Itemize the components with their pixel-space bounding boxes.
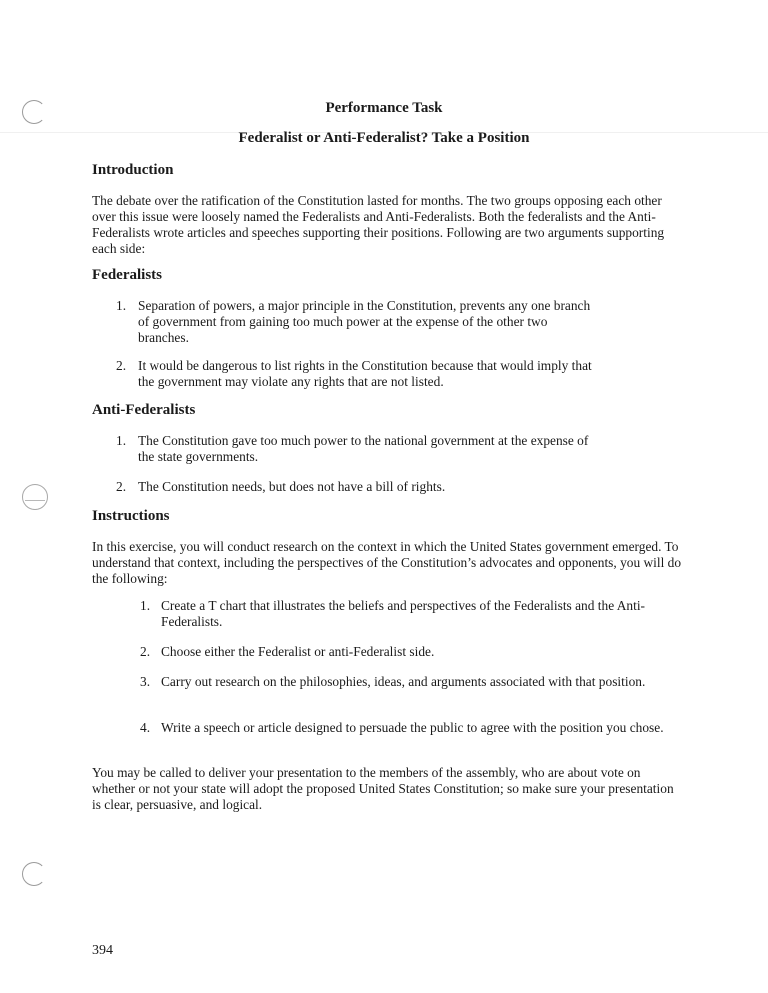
list-number: 1. — [116, 298, 127, 313]
list-text: Write a speech or article designed to persuade the public to agree with the position you chose. — [161, 720, 664, 735]
list-number: 2. — [116, 479, 127, 494]
anti-federalists-list-item — [116, 479, 596, 495]
list-text: Choose either the Federalist or anti-Federalist side. — [161, 644, 435, 659]
page-title: Performance Task — [325, 100, 443, 116]
list-number: 3. — [140, 674, 151, 689]
federalists-list-item — [116, 358, 596, 390]
binder-hole-icon — [22, 862, 46, 886]
binder-hole-icon — [22, 484, 48, 510]
list-text: Separation of powers, a major principle in the Constitution, prevents any one branch of government from gaining too much power at the expense of the other two branches. — [138, 298, 591, 345]
instructions-paragraph: In this exercise, you will conduct research on the context in which the United States government emerged. To understand that context, including the perspectives of the Constitution’s advocates and opponents, you will do the following: — [92, 539, 682, 586]
introduction-heading: Introduction — [92, 162, 174, 178]
list-number: 1. — [116, 433, 127, 448]
list-text: It would be dangerous to list rights in the Constitution because that would imply that the government may violate any rights that are not listed. — [138, 358, 592, 389]
anti-federalists-list-item — [116, 433, 596, 465]
instructions-heading: Instructions — [92, 508, 170, 524]
list-number: 2. — [140, 644, 151, 659]
instructions-step — [140, 598, 680, 630]
introduction-paragraph: The debate over the ratification of the Constitution lasted for months. The two groups opposing each other over this issue were loosely named the Federalists and Anti-Federalists. Both the federalists and the Anti-Federalists wrote articles and speeches supporting their positions. Following are two arguments supporting each side: — [92, 193, 665, 256]
instructions-step — [140, 674, 680, 690]
closing-paragraph: You may be called to deliver your presentation to the members of the assembly, who are about vote on whether or not your state will adopt the proposed United States Constitution; so make sure your presentation is clear, persuasive, and logical. — [92, 765, 674, 812]
page-subtitle: Federalist or Anti-Federalist? Take a Position — [238, 130, 530, 146]
list-number: 4. — [140, 720, 151, 735]
instructions-step — [140, 720, 680, 736]
federalists-list-item — [116, 298, 596, 346]
list-text: The Constitution gave too much power to the national government at the expense of the state governments. — [138, 433, 589, 464]
federalists-heading: Federalists — [92, 267, 162, 283]
instructions-step — [140, 644, 680, 660]
list-text: Create a T chart that illustrates the beliefs and perspectives of the Federalists and the Anti-Federalists. — [161, 598, 646, 629]
anti-federalists-heading: Anti-Federalists — [92, 402, 196, 418]
list-text: Carry out research on the philosophies, ideas, and arguments associated with that position. — [161, 674, 646, 689]
list-number: 2. — [116, 358, 127, 373]
page-number: 394 — [92, 943, 113, 958]
list-text: The Constitution needs, but does not have a bill of rights. — [138, 479, 446, 494]
list-number: 1. — [140, 598, 151, 613]
